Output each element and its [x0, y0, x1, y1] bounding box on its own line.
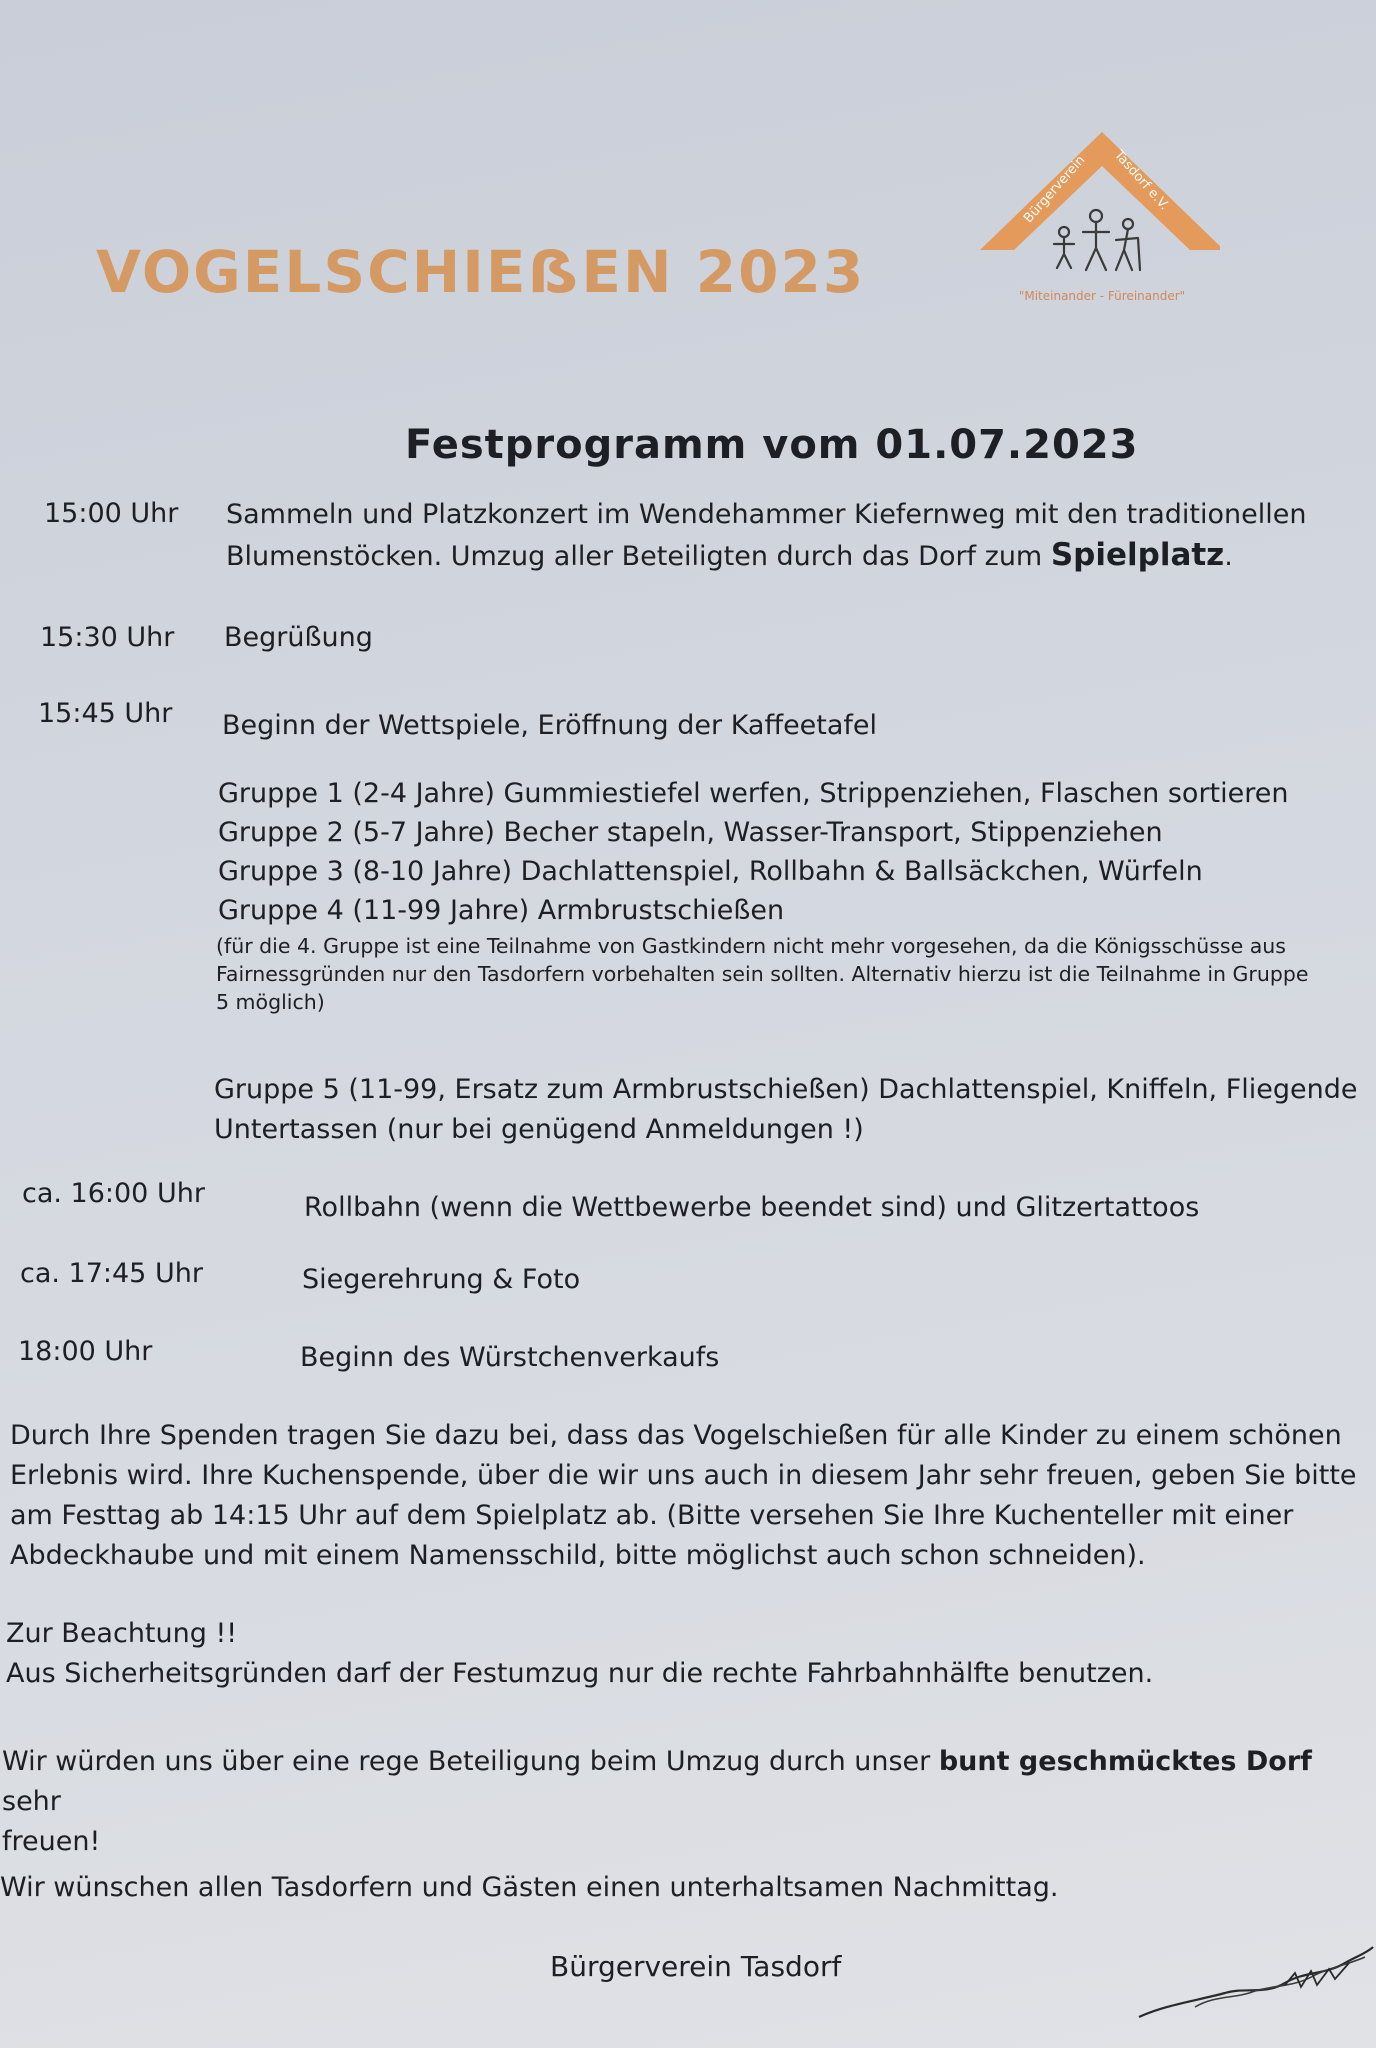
schedule-line-post: . — [1224, 541, 1233, 572]
schedule-time: 15:00 Uhr — [44, 498, 179, 529]
logo-arc-text-left: Bürgerverein — [1021, 152, 1089, 227]
handwritten-scribble — [1135, 1935, 1375, 2025]
group-five — [214, 1070, 1357, 1150]
schedule-time: 18:00 Uhr — [18, 1336, 153, 1367]
participation-emphasis: bunt geschmücktes Dorf — [938, 1746, 1312, 1777]
participation-post: sehr — [2, 1786, 61, 1817]
note-line: (für die 4. Gruppe ist eine Teilnahme von Gastkindern nicht mehr vorgesehen, da die Königsschüsse aus — [216, 934, 1286, 958]
schedule-text: Beginn des Würstchenverkaufs — [300, 1342, 720, 1373]
logo-arc-text-right: Tasdorf e.V. — [1110, 147, 1172, 214]
list-item: Gruppe 3 (8-10 Jahre) Dachlattenspiel, Rollbahn & Ballsäckchen, Würfeln — [218, 856, 1203, 887]
paragraph-line: freuen! — [2, 1826, 101, 1857]
schedule-text: Begrüßung — [224, 622, 373, 653]
notice-heading: Zur Beachtung !! — [6, 1618, 238, 1649]
page-title: VOGELSCHIEẞEN 2023 — [96, 238, 866, 306]
list-item: Gruppe 5 (11-99, Ersatz zum Armbrustschießen) Dachlattenspiel, Kniffeln, Fliegende — [214, 1074, 1358, 1105]
schedule-time: ca. 17:45 Uhr — [20, 1258, 203, 1289]
schedule-text: Beginn der Wettspiele, Eröffnung der Kaffeetafel — [222, 710, 878, 741]
note-line: Fairnessgründen nur den Tasdorfern vorbehalten sein sollten. Alternativ hierzu ist die Teilnahme in Gruppe — [216, 962, 1309, 986]
participation-pre: Wir würden uns über eine rege Beteiligung beim Umzug durch unser — [2, 1746, 939, 1777]
closing-paragraph: Wir wünschen allen Tasdorfern und Gästen einen unterhaltsamen Nachmittag. — [0, 1872, 1059, 1903]
schedule-line-pre: Blumenstöcken. Umzug aller Beteiligten durch das Dorf zum — [226, 541, 1051, 572]
spielplatz-emphasis: Spielplatz — [1050, 537, 1225, 573]
schedule-text — [226, 495, 1326, 577]
notice-text: Aus Sicherheitsgründen darf der Festumzug nur die rechte Fahrbahnhälfte benutzen. — [6, 1658, 1154, 1689]
schedule-time: ca. 16:00 Uhr — [22, 1178, 205, 1209]
family-figures-icon — [1054, 210, 1140, 270]
paragraph-line: Erlebnis wird. Ihre Kuchenspende, über die wir uns auch in diesem Jahr sehr freuen, geben Sie bitte — [10, 1460, 1357, 1491]
schedule-text: Rollbahn (wenn die Wettbewerbe beendet sind) und Glitzertattoos — [304, 1192, 1200, 1223]
group-note — [216, 932, 1309, 1016]
list-item: Gruppe 2 (5-7 Jahre) Becher stapeln, Wasser-Transport, Stippenziehen — [218, 817, 1163, 848]
group-list — [218, 774, 1288, 930]
buergerverein-logo — [980, 132, 1220, 317]
signature-text: Bürgerverein Tasdorf — [550, 1950, 842, 1983]
paragraph-line: Durch Ihre Spenden tragen Sie dazu bei, dass das Vogelschießen für alle Kinder zu einem schönen — [10, 1420, 1342, 1451]
paragraph-line: Abdeckhaube und mit einem Namensschild, bitte möglichst auch schon schneiden). — [10, 1540, 1146, 1571]
svg-text:Bürgerverein — [1021, 153, 1088, 226]
notice-paragraph — [6, 1614, 1366, 1694]
paragraph-line — [2, 1742, 1362, 1822]
donation-paragraph — [10, 1416, 1370, 1576]
paragraph-line: am Festtag ab 14:15 Uhr auf dem Spielplatz ab. (Bitte versehen Sie Ihre Kuchenteller mit einer — [10, 1500, 1294, 1531]
list-item: Gruppe 4 (11-99 Jahre) Armbrustschießen — [218, 895, 785, 926]
schedule-text: Siegerehrung & Foto — [302, 1264, 581, 1295]
note-line: 5 möglich) — [216, 990, 325, 1014]
list-item: Untertassen (nur bei genügend Anmeldungen !) — [214, 1114, 864, 1145]
schedule-time: 15:30 Uhr — [40, 622, 175, 653]
schedule-line — [226, 535, 1326, 577]
schedule-time: 15:45 Uhr — [38, 698, 173, 729]
logo-motto: "Miteinander - Füreinander" — [1018, 289, 1186, 303]
program-subtitle: Festprogramm vom 01.07.2023 — [405, 422, 1139, 468]
participation-paragraph — [2, 1742, 1362, 1862]
list-item: Gruppe 1 (2-4 Jahre) Gummiestiefel werfen, Strippenziehen, Flaschen sortieren — [218, 778, 1289, 809]
schedule-line: Sammeln und Platzkonzert im Wendehammer Kiefernweg mit den traditionellen — [226, 499, 1307, 530]
